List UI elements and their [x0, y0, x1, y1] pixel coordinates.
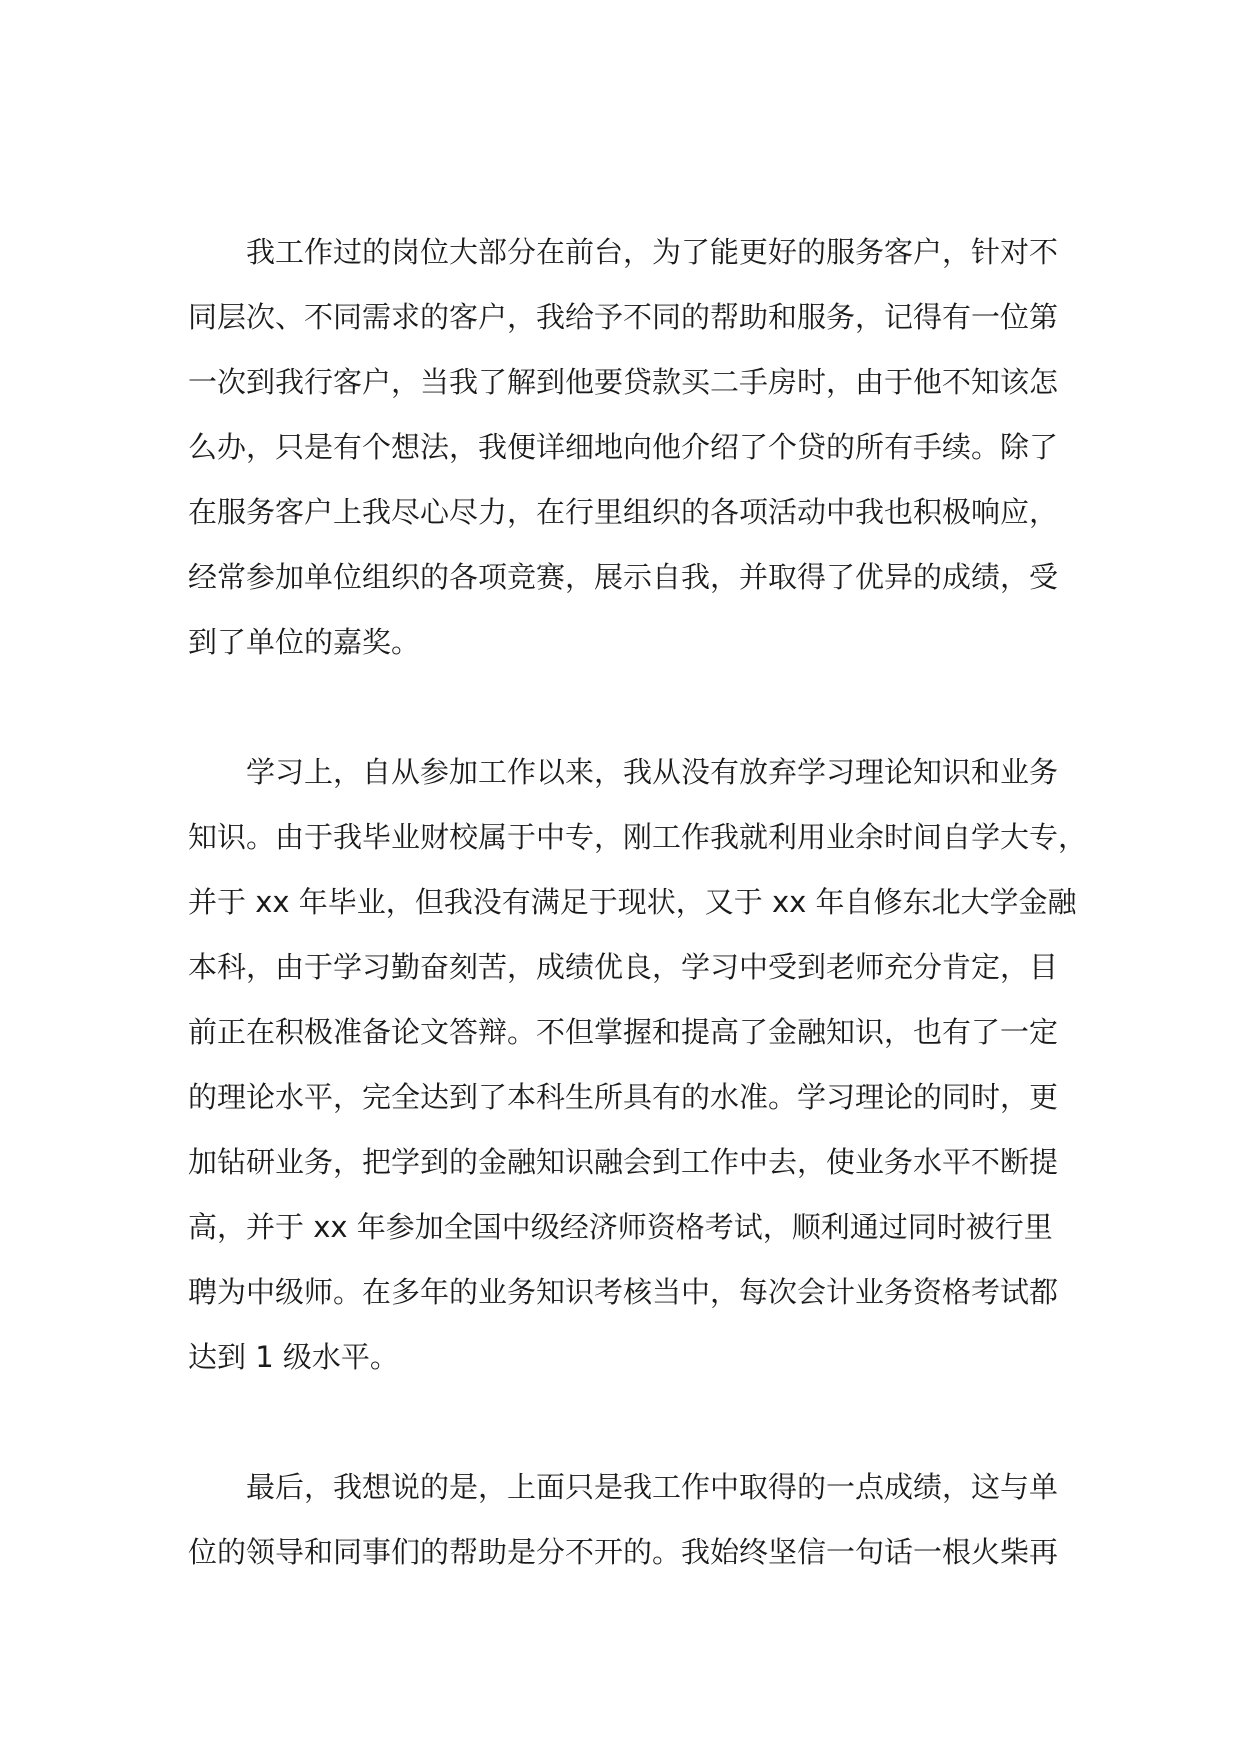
- text-line: 聘为中级师。在多年的业务知识考核当中，每次会计业务资格考试都: [188, 1275, 1059, 1309]
- text-line: 达到 1 级水平。: [188, 1340, 399, 1374]
- text-line: 并于 xx 年毕业，但我没有满足于现状，又于 xx 年自修东北大学金融: [188, 885, 1077, 919]
- text-line: 经常参加单位组织的各项竞赛，展示自我，并取得了优异的成绩，受: [188, 560, 1059, 594]
- text-line: 一次到我行客户，当我了解到他要贷款买二手房时，由于他不知该怎: [188, 365, 1059, 399]
- paragraph-conclusion: [188, 1455, 1068, 1585]
- document-body: [188, 220, 1088, 1585]
- text-line: 加钻研业务，把学到的金融知识融会到工作中去，使业务水平不断提: [188, 1145, 1059, 1179]
- paragraph-study: [188, 740, 1088, 1390]
- paragraph-work: [188, 220, 1068, 675]
- text-line: 最后，我想说的是，上面只是我工作中取得的一点成绩，这与单: [246, 1470, 1059, 1504]
- text-line: 高，并于 xx 年参加全国中级经济师资格考试，顺利通过同时被行里: [188, 1210, 1053, 1244]
- text-line: 知识。由于我毕业财校属于中专，刚工作我就利用业余时间自学大专，: [188, 820, 1088, 854]
- text-line: 前正在积极准备论文答辩。不但掌握和提高了金融知识，也有了一定: [188, 1015, 1059, 1049]
- text-line: 么办，只是有个想法，我便详细地向他介绍了个贷的所有手续。除了: [188, 430, 1059, 464]
- paragraph-spacer: [188, 1390, 1068, 1455]
- paragraph-spacer: [188, 675, 1068, 740]
- text-line: 同层次、不同需求的客户，我给予不同的帮助和服务，记得有一位第: [188, 300, 1059, 334]
- text-line: 学习上，自从参加工作以来，我从没有放弃学习理论知识和业务: [246, 755, 1059, 789]
- text-line: 我工作过的岗位大部分在前台，为了能更好的服务客户，针对不: [246, 235, 1059, 269]
- text-line: 位的领导和同事们的帮助是分不开的。我始终坚信一句话一根火柴再: [188, 1535, 1059, 1569]
- text-line: 在服务客户上我尽心尽力，在行里组织的各项活动中我也积极响应，: [188, 495, 1059, 529]
- text-line: 到了单位的嘉奖。: [188, 625, 421, 659]
- text-line: 本科，由于学习勤奋刻苦，成绩优良，学习中受到老师充分肯定，目: [188, 950, 1059, 984]
- text-line: 的理论水平，完全达到了本科生所具有的水准。学习理论的同时，更: [188, 1080, 1059, 1114]
